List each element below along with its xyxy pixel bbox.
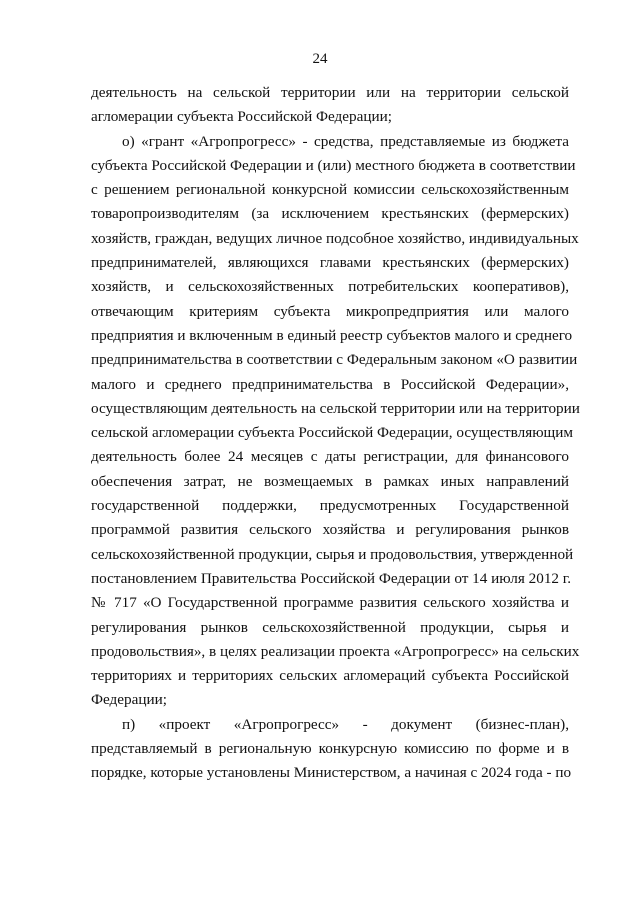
text-line: деятельность более 24 месяцев с даты регистрации, для финансового: [91, 448, 569, 466]
page-number: 24: [312, 51, 328, 67]
text-line: сельской агломерации субъекта Российской Федерации, осуществляющим: [91, 424, 573, 442]
text-line: территориях и территориях сельских агломераций субъекта Российской: [91, 667, 569, 685]
text-line: хозяйств, граждан, ведущих личное подсобное хозяйство, индивидуальных: [91, 229, 579, 247]
text-line: предпринимателей, являющихся главами крестьянских (фермерских): [91, 254, 569, 272]
text-line: № 717 «О Государственной программе развития сельского хозяйства и: [91, 594, 569, 612]
text-line: осуществляющим деятельность на сельской территории или на территории: [91, 399, 580, 417]
text-line: хозяйств, и сельскохозяйственных потребительских кооперативов),: [91, 278, 569, 296]
text-line: сельскохозяйственной продукции, сырья и продовольствия, утвержденной: [91, 545, 574, 563]
text-line: Федерации;: [91, 691, 167, 709]
text-line: предприятия и включенным в единый реестр субъектов малого и среднего: [91, 326, 573, 344]
text-line: о) «грант «Агропрогресс» - средства, представляемые из бюджета: [122, 132, 569, 150]
text-line: программой развития сельского хозяйства и регулирования рынков: [91, 521, 569, 539]
text-line: с решением региональной конкурсной комиссии сельскохозяйственным: [91, 181, 569, 199]
text-line: продовольствия», в целях реализации проекта «Агропрогресс» на сельских: [91, 642, 580, 660]
text-line: субъекта Российской Федерации и (или) местного бюджета в соответствии: [91, 156, 576, 174]
text-line: агломерации субъекта Российской Федерации;: [91, 108, 392, 126]
text-line: порядке, которые установлены Министерством, а начиная с 2024 года - по: [91, 764, 572, 782]
text-line: обеспечения затрат, не возмещаемых в рамках иных направлений: [91, 472, 569, 490]
text-line: представляемый в региональную конкурсную комиссию по форме и в: [91, 740, 569, 758]
text-line: малого и среднего предпринимательства в Российской Федерации»,: [91, 375, 569, 393]
text-line: постановлением Правительства Российской Федерации от 14 июля 2012 г.: [91, 569, 572, 587]
text-line: отвечающим критериям субъекта микропредприятия или малого: [91, 302, 569, 320]
text-line: деятельность на сельской территории или на территории сельской: [91, 84, 569, 101]
text-line: п) «проект «Агропрогресс» - документ (бизнес-план),: [122, 715, 569, 733]
text-line: регулирования рынков сельскохозяйственной продукции, сырья и: [91, 618, 569, 636]
text-line: товаропроизводителям (за исключением крестьянских (фермерских): [91, 205, 569, 223]
document-body: [91, 81, 580, 786]
text-line: государственной поддержки, предусмотренных Государственной: [91, 497, 569, 515]
text-line: предпринимательства в соответствии с Федеральным законом «О развитии: [91, 351, 578, 369]
